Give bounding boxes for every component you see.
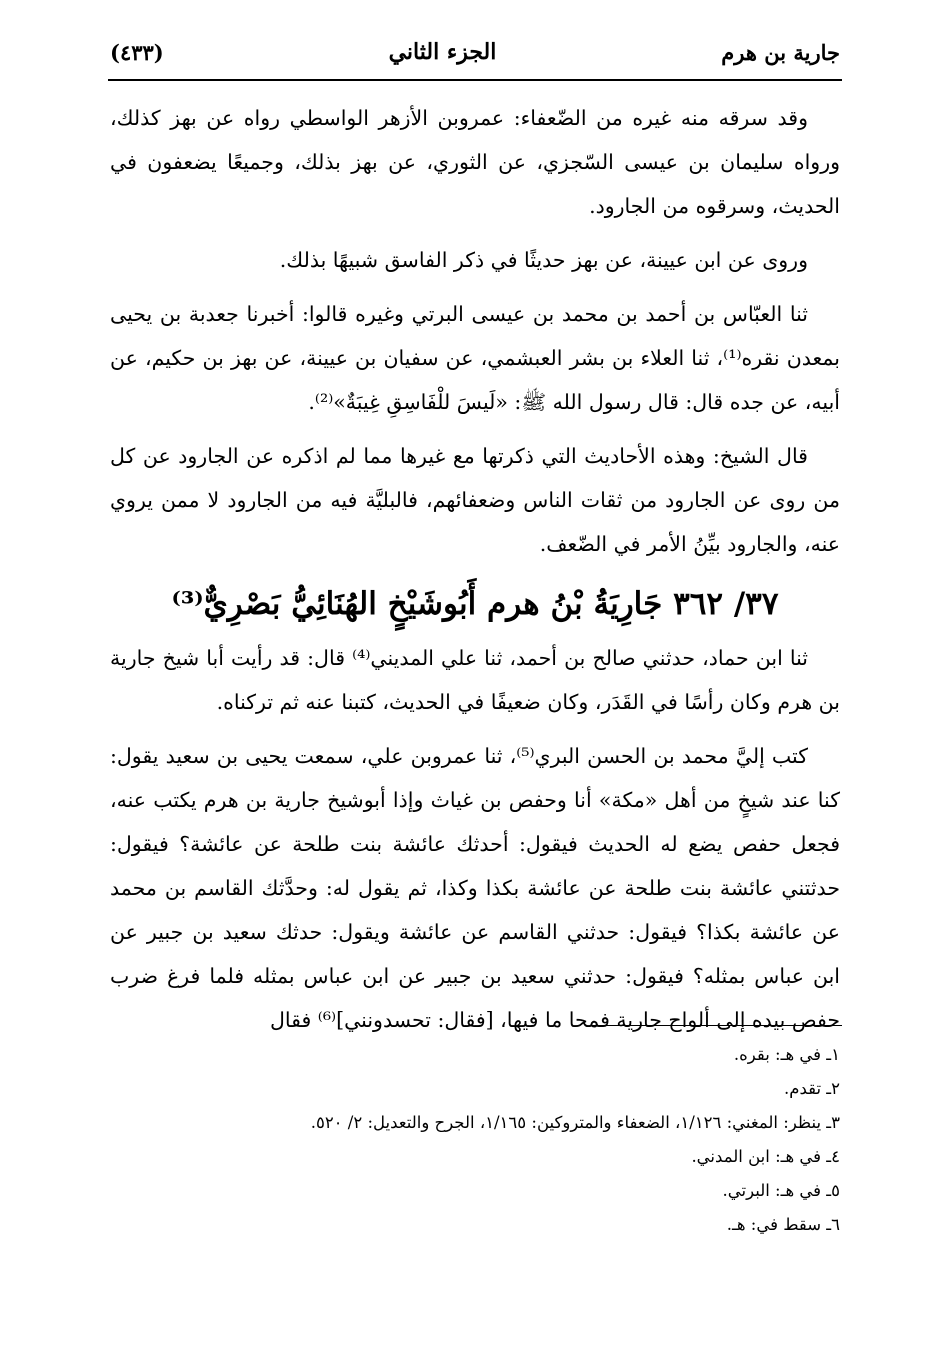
header-rule — [108, 79, 842, 81]
footnote-6: ٦ـ سقط في: هـ. — [726, 1215, 840, 1234]
footnote-2: ٢ـ تقدم. — [783, 1079, 840, 1098]
entry-title: ٣٧/ ٣٦٢ جَارِيَةُ بْنُ هرم أَبُوشَيْخٍ الهُنَائِيُّ بَصْرِيٌّ⁽³⁾ — [171, 586, 779, 622]
header-entry-name: جارية بن هرم — [721, 39, 840, 65]
header-volume: الجزء الثاني — [388, 39, 497, 65]
footnote-5: ٥ـ في هـ: البرتي. — [722, 1181, 840, 1200]
footnote-3: ٣ـ ينظر: المغني: ١/١٢٦، الضعفاء والمتروكين: ١/١٦٥، الجرح والتعديل: ٢/ ٥٢٠. — [310, 1113, 840, 1132]
paragraph-2: وروى عن ابن عيينة، عن بهز حديثًا في ذكر الفاسق شبيهًا بذلك. — [279, 248, 808, 272]
main-text — [110, 96, 840, 1052]
paragraph-1: وقد سرقه منه غيره من الضّعفاء: عمروبن الأزهر الواسطي رواه عن بهز كذلك، ورواه سليمان بن عيسى السّجزي، عن الثوري، عن بهز بذلك، وجميعًا يضعفون في الحديث، وسرقوه من الجارود. — [110, 106, 840, 218]
footnotes — [110, 1038, 840, 1242]
paragraph-3: ثنا العبّاس بن أحمد بن محمد بن عيسى البرتي وغيره قالوا: أخبرنا جعدبة بن يحيى بمعدن نقره⁽¹⁾، ثنا العلاء بن بشر العبشمي، عن سفيان بن عيينة، عن بهز بن حكيم، عن أبيه، عن جده قال: قال رسول الله ﷺ: «لَيسَ للْفَاسِقِ غِيبَةٌ»⁽²⁾. — [110, 302, 840, 414]
paragraph-5: ثنا ابن حماد، حدثني صالح بن أحمد، ثنا علي المديني⁽⁴⁾ قال: قد رأيت أبا شيخ جارية بن هرم وكان رأسًا في القَدَر، وكان ضعيفًا في الحديث، كتبنا عنه ثم تركناه. — [110, 646, 840, 714]
paragraph-6: كتب إليَّ محمد بن الحسن البري⁽⁵⁾، ثنا عمروبن علي، سمعت يحيى بن سعيد يقول: كنا عند شيخٍ من أهل «مكة» أنا وحفص بن غياث وإذا أبوشيخ جارية بن هرم يكتب عنه، فجعل حفص يضع له الحديث فيقول: أحدثك عائشة بنت طلحة عن عائشة؟ فيقول: حدثتني عائشة بنت طلحة عن عائشة بكذا وكذا، ثم يقول له: وحدَّثك القاسم بن محمد عن عائشة بكذا؟ فيقول: حدثني القاسم عن عائشة ويقول: حدثك سعيد بن جبير عن ابن عباس بمثله؟ فيقول: حدثني سعيد بن جبير عن ابن عباس بمثله فلما فرغ ضرب حفص بيده إلى ألواح جارية فمحا ما فيها، [فقال: تحسدونني]⁽⁶⁾ فقال — [110, 744, 840, 1032]
footnote-1: ١ـ في هـ: بقره. — [733, 1045, 840, 1064]
paragraph-4: قال الشيخ: وهذه الأحاديث التي ذكرتها مع غيرها مما لم اذكره عن الجارود عن كل من روى عن الجارود من ثقات الناس وضعفائهم، فالبليَّة فيه من الجارود لا ممن يروي عنه، والجارود بيِّنُ الأمر في الضّعف. — [110, 444, 840, 556]
footnote-rule — [592, 1025, 842, 1026]
running-header — [110, 30, 840, 74]
header-page-number: (٤٣٣) — [110, 39, 164, 65]
footnote-4: ٤ـ في هـ: ابن المدني. — [691, 1147, 840, 1166]
